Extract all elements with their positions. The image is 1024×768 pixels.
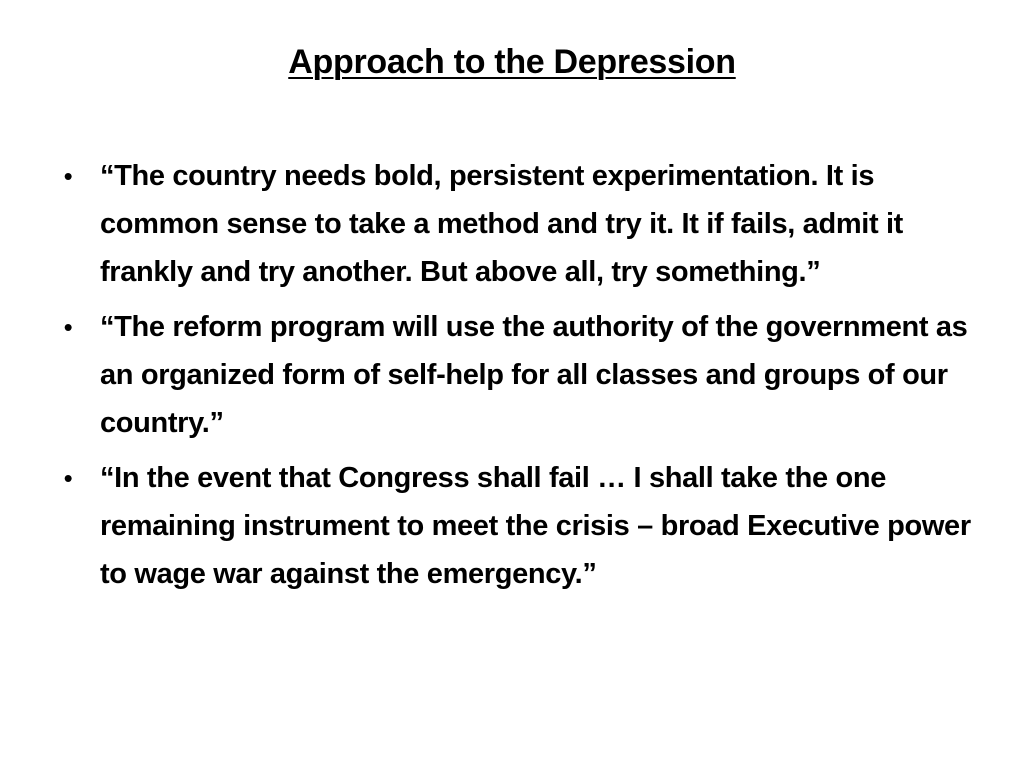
- slide-title: Approach to the Depression: [288, 43, 736, 81]
- bullet-list: [58, 152, 978, 605]
- bullet-text-2: “The reform program will use the authority of the government as an organized form of self-help for all classes and groups of our country.”: [100, 311, 968, 439]
- bullet-icon: •: [63, 463, 73, 493]
- bullet-item-3: [58, 454, 978, 598]
- bullet-item-2: [58, 303, 978, 447]
- bullet-item-1: [58, 152, 978, 296]
- bullet-text-1: “The country needs bold, persistent experimentation. It is common sense to take a method and try it. It if fails, admit it frankly and try another. But above all, try something.”: [100, 160, 903, 288]
- bullet-icon: •: [63, 161, 73, 191]
- bullet-text-3: “In the event that Congress shall fail … I shall take the one remaining instrument to meet the crisis – broad Executive power to wage war against the emergency.”: [100, 462, 971, 590]
- bullet-icon: •: [63, 312, 73, 342]
